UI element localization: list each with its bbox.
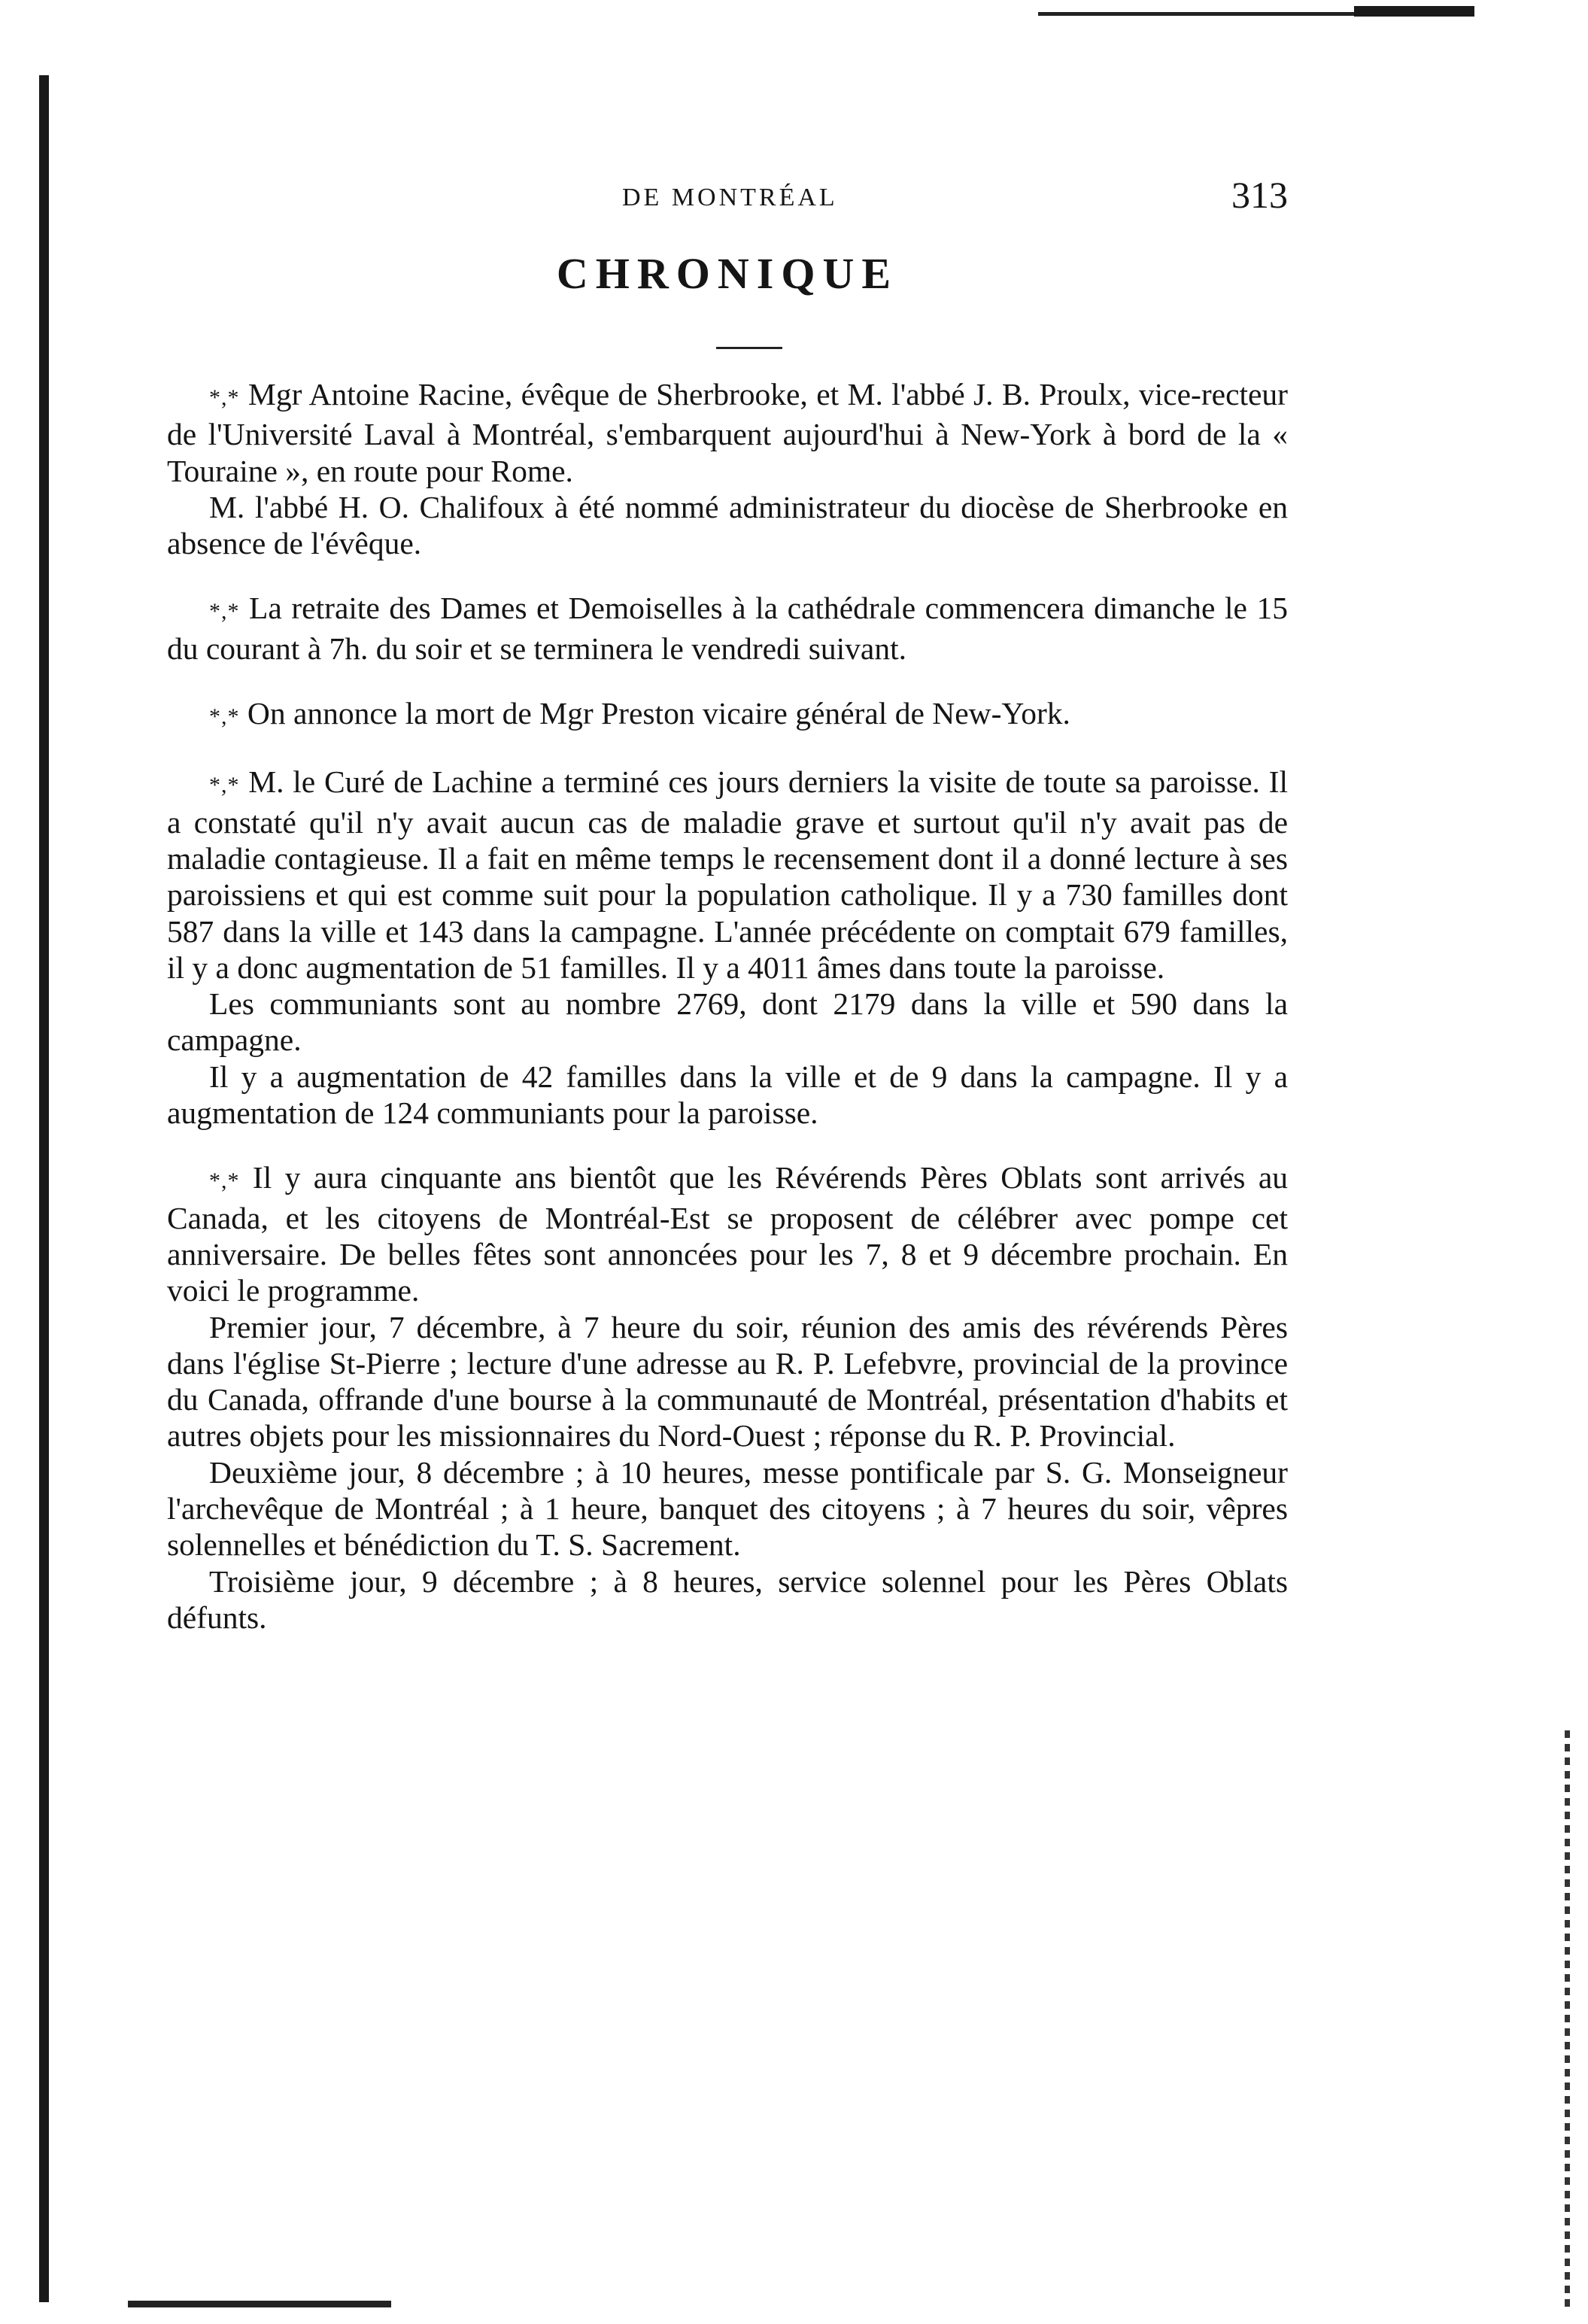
left-margin-rule (39, 75, 49, 2302)
paragraph (167, 376, 1288, 489)
paragraph (167, 489, 1288, 562)
paragraph (167, 986, 1288, 1059)
page-number: 313 (1231, 174, 1288, 216)
paragraph (167, 695, 1288, 735)
paragraph (167, 1309, 1288, 1454)
paragraph (167, 764, 1288, 986)
bottom-border-rule (128, 2301, 391, 2307)
top-border-block (1354, 6, 1474, 17)
asterism-marker: *,* (209, 385, 240, 410)
paragraph-text: M. le Curé de Lachine a terminé ces jours derniers la visite de toute sa paroisse. Il a constaté qu'il n'y avait aucun cas de maladie grave et surtout qu'il n'y avait pas de maladie contagieuse. Il a fait en même temps le recensement dont il a donné lecture à ses paroissiens et qui est comme suit pour la population catholique. Il y a 730 familles dont 587 dans la ville et 143 dans la campagne. L'année précédente on comptait 679 familles, il y a donc augmentation de 51 familles. Il y a 4011 âmes dans toute la paroisse. (167, 764, 1288, 985)
paragraph-text: Deuxième jour, 8 décembre ; à 10 heures, messe pontificale par S. G. Monseigneur l'archevêque de Montréal ; à 1 heure, banquet des citoyens ; à 7 heures du soir, vêpres solennelles et bénédiction du T. S. Sacrement. (167, 1454, 1288, 1563)
paragraph-text: Mgr Antoine Racine, évêque de Sherbrooke, et M. l'abbé J. B. Proulx, vice-recteur de l'Université Laval à Montréal, s'embarquent aujourd'hui à New-York à bord de la « Touraine », en route pour Rome. (167, 377, 1289, 488)
paragraph (167, 1563, 1288, 1636)
asterism-marker: *,* (209, 599, 240, 624)
paragraph-text: On annonce la mort de Mgr Preston vicaire général de New-York. (247, 696, 1070, 731)
page-header (167, 170, 1288, 230)
paragraph (167, 1454, 1288, 1563)
paragraph-text: Troisième jour, 9 décembre ; à 8 heures, service solennel pour les Pères Oblats défunts. (167, 1563, 1288, 1635)
paragraph-text: Les communiants sont au nombre 2769, dont 2179 dans la ville et 590 dans la campagne. (167, 986, 1288, 1058)
asterism-marker: *,* (209, 773, 240, 798)
paragraph (167, 1059, 1288, 1132)
right-margin-dashes (1565, 1730, 1570, 2310)
paragraph (167, 590, 1288, 667)
title-divider (716, 347, 782, 349)
paragraph-text: Premier jour, 7 décembre, à 7 heure du soir, réunion des amis des révérends Pères dans l'église St-Pierre ; lecture d'une adresse au R. P. Lefebvre, provincial de la province du Canada, offrande d'une bourse à la communauté de Montréal, présentation d'habits et autres objets pour les missionnaires du Nord-Ouest ; réponse du R. P. Provincial. (167, 1309, 1288, 1454)
paragraph-text: Il y aura cinquante ans bientôt que les Révérends Pères Oblats sont arrivés au Canada, et les citoyens de Montréal-Est se proposent de célébrer avec pompe cet anniversaire. De belles fêtes sont annoncées pour les 7, 8 et 9 décembre prochain. En voici le programme. (167, 1160, 1288, 1308)
paragraph-text: La retraite des Dames et Demoiselles à la cathédrale commencera dimanche le 15 du courant à 7h. du soir et se terminera le vendredi suivant. (167, 591, 1289, 666)
asterism-marker: *,* (209, 1168, 240, 1194)
running-head: DE MONTRÉAL (622, 184, 838, 211)
asterism-marker: *,* (209, 704, 240, 730)
article-body (167, 376, 1288, 1636)
paragraph (167, 1159, 1288, 1308)
section-title: CHRONIQUE (556, 249, 899, 298)
paragraph-text: Il y a augmentation de 42 familles dans la ville et de 9 dans la campagne. Il y a augmentation de 124 communiants pour la paroisse. (167, 1059, 1288, 1131)
paragraph-text: M. l'abbé H. O. Chalifoux à été nommé administrateur du diocèse de Sherbrooke en absence de l'évêque. (167, 489, 1288, 561)
